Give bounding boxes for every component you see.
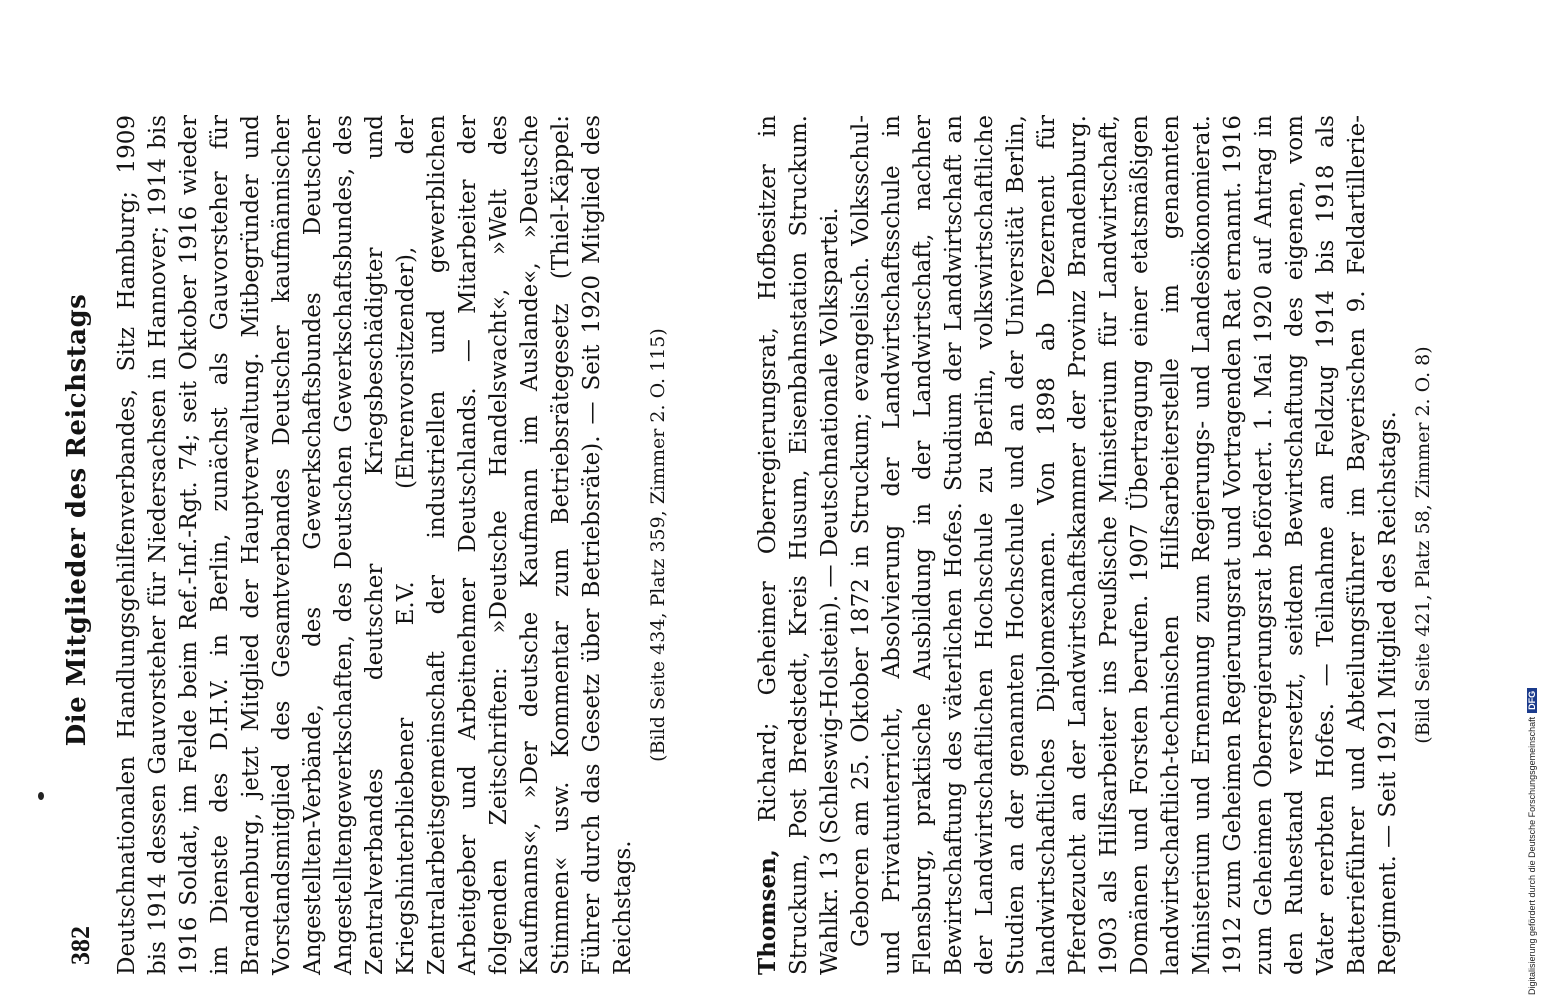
digitization-note (1527, 688, 1537, 995)
photo-caption: (Bild Seite 434, Platz 359, Zimmer 2. O. 115) (647, 328, 669, 762)
digitization-text: Digitalisierung gefördert durch die Deutsche Forschungsgemeinschaft (1527, 716, 1537, 995)
photo-caption: (Bild Seite 421, Platz 58, Zimmer 2. O. 8) (1412, 346, 1434, 744)
entry-body: Deutschnationalen Handlungsgehilfenverbandes, Sitz Hamburg; 1909 bis 1914 dessen Gauvorsteher für Niedersachsen in Hannover; 1914 bis 1916 Soldat, im Felde beim Ref.-Inf.-Rgt. 74; seit Oktober 1916 wieder im Dienste des D.H.V. in Berlin, zunächst als Gauvorsteher für Brandenburg, jetzt Mitglied der Hauptverwaltung. Mitbegründer und Vorstandsmitglied des Gesamtverbandes Deutscher kaufmännischer Angestellten-Verbände, des Gewerkschaftsbundes Deutscher Angestelltengewerkschaften, des Deutschen Gewerkschaftsbundes, des Zentralverbandes deutscher Kriegsbeschädigter und Kriegshinterbliebener E.V. (Ehrenvorsitzender), der Zentralarbeitsgemeinschaft der industriellen und gewerblichen Arbeitgeber und Arbeitnehmer Deutschlands. — Mitarbeiter der folgenden Zeitschriften: »Deutsche Handelswacht«, »Welt des Kaufmanns«, »Der deutsche Kaufmann im Auslande«, »Deutsche Stimmen« usw. Kommentar zum Betriebsrätegesetz (Thiel-Käppel: Führer durch das Gesetz über Betriebsräte). — Seit 1920 Mitglied des Reichstags. (114, 115, 636, 975)
entry-body: Geboren am 25. Oktober 1872 in Struckum; evangelisch. Volksschul- und Privatunterricht, Absolvierung der Landwirtschaftsschule in Flensburg, praktische Ausbildung in der Landwirtschaft, nachher Bewirtschaftung des väterlichen Hofes. Studium der Landwirtschaft an der Landwirtschaftlichen Hochschule zu Berlin, volkswirtschaftliche Studien an der genannten Hochschule und an der Universität Berlin, landwirtschaftliches Diplomexamen. Von 1898 ab Dezernent für Pferdezucht an der Landwirtschaftskammer der Provinz Brandenburg. 1903 als Hilfsarbeiter ins Preußische Ministerium für Landwirtschaft, Domänen und Forsten berufen. 1907 Übertragung einer etatsmäßigen landwirtschaftlich-technischen Hilfsarbeiterstelle im genannten Ministerium und Ernennung zum Regierungs- und Landesökonomierat. 1912 zum Geheimen Regierungsrat und Vortragenden Rat ernannt. 1916 zum Geheimen Oberregierungsrat befördert. 1. Mai 1920 auf Antrag in den Ruhestand versetzt, seitdem Bewirtschaftung des eigenen, vom Vater ererbten Hofes. — Teilnahme am Feldzug 1914 bis 1918 als Batterieführer und Abteilungsführer im Bayerischen 9. Feldartillerie-Regiment. — Seit 1921 Mitglied des Reichstags. (848, 115, 1401, 975)
entry-continuation (112, 115, 673, 975)
page-header (62, 55, 102, 985)
member-details: Richard; Geheimer Oberregierungsrat, Hofbesitzer in Struckum, Post Bredstedt, Kreis Husum, Eisenbahnstation Struckum. Wahlkr. 13 (Schleswig-Holstein). — Deutschnationale Volkspartei. (755, 115, 843, 975)
dfg-logo: DFG (1527, 688, 1537, 713)
ink-speck (38, 792, 44, 800)
entry-intro (752, 115, 846, 975)
page-number: 382 (66, 926, 95, 965)
running-head: Die Mitglieder des Reichstags (62, 293, 92, 747)
entry-thomsen (752, 115, 1438, 975)
rotated-page-content (62, 55, 1442, 985)
member-name: Thomsen, (754, 849, 781, 975)
